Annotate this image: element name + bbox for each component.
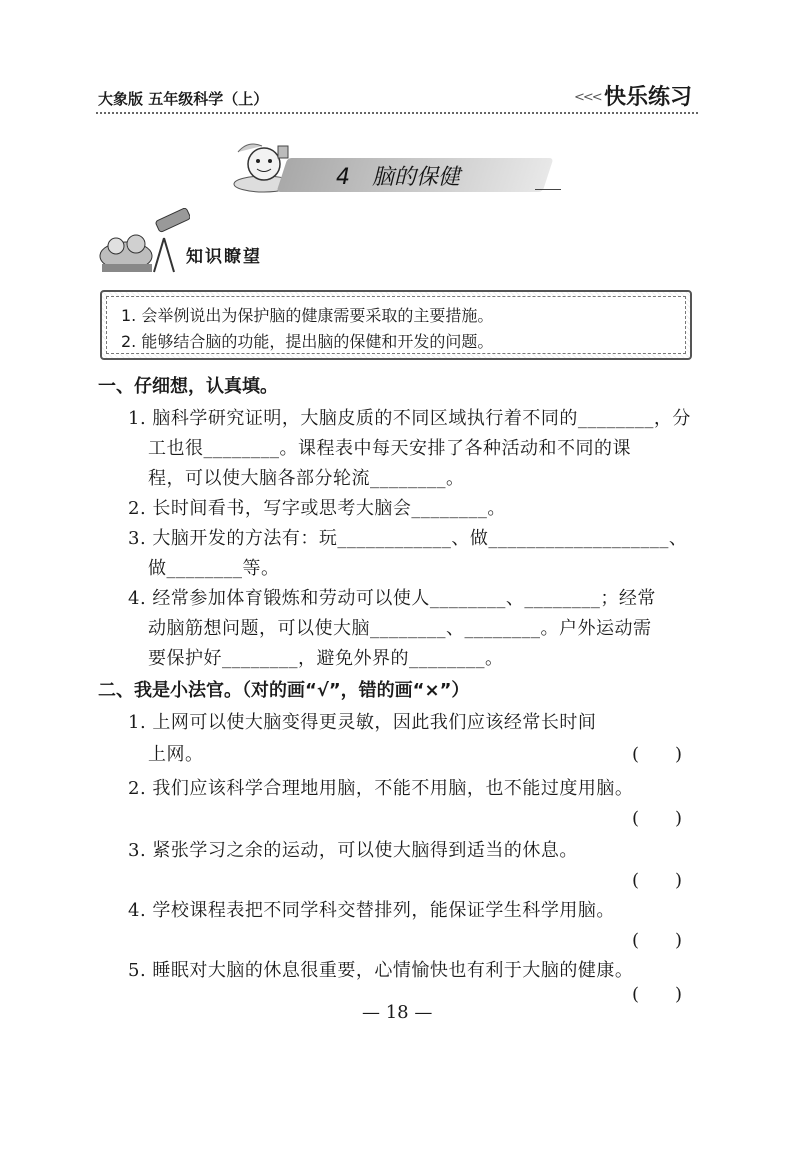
series-title: 快乐练习	[604, 85, 693, 110]
book-title: 大象版 五年级科学（上）	[98, 90, 269, 108]
chevron-icon: <<<	[574, 90, 601, 105]
judge-line: 1. 上网可以使大脑变得更灵敏，因此我们应该经常长时间	[128, 712, 597, 733]
fill-line: 做________等。	[148, 558, 280, 579]
fill-line: 1. 脑科学研究证明，大脑皮质的不同区域执行着不同的________，分	[128, 408, 691, 429]
judge-line: 5. 睡眠对大脑的休息很重要，心情愉快也有利于大脑的健康。	[128, 960, 634, 981]
fill-line: 3. 大脑开发的方法有：玩____________、做___________________、	[128, 528, 688, 549]
fill-line: 程，可以使大脑各部分轮流________。	[148, 468, 465, 489]
objectives-inner	[106, 296, 686, 354]
telescope-icon	[98, 208, 190, 276]
judge-line: 上网。	[148, 744, 204, 765]
lesson-title: 4 脑的保健	[336, 165, 460, 190]
title-underline	[535, 189, 561, 190]
objective-item: 2. 能够结合脑的功能，提出脑的保健和开发的问题。	[121, 332, 494, 351]
answer-box[interactable]: ( )	[632, 808, 683, 829]
fill-line: 要保护好________，避免外界的________。	[148, 648, 504, 669]
judge-line: 4. 学校课程表把不同学科交替排列，能保证学生科学用脑。	[128, 900, 615, 921]
knowledge-label: 知识瞭望	[186, 247, 262, 267]
fill-line: 4. 经常参加体育锻炼和劳动可以使人________、________；经常	[128, 588, 656, 609]
answer-box[interactable]: ( )	[632, 744, 683, 765]
answer-box[interactable]: ( )	[632, 984, 683, 1005]
objective-item: 1. 会举例说出为保护脑的健康需要采取的主要措施。	[121, 306, 494, 325]
objectives-box	[100, 290, 692, 360]
judge-line: 3. 紧张学习之余的运动，可以使大脑得到适当的休息。	[128, 840, 578, 861]
header-divider	[96, 112, 698, 114]
section1-heading: 一、仔细想，认真填。	[98, 376, 278, 397]
judge-line: 2. 我们应该科学合理地用脑，不能不用脑，也不能过度用脑。	[128, 778, 634, 799]
fill-line: 动脑筋想问题，可以使大脑________、________。户外运动需	[148, 618, 652, 639]
section2-heading: 二、我是小法官。（对的画“√”，错的画“×”）	[98, 680, 470, 701]
answer-box[interactable]: ( )	[632, 930, 683, 951]
page-number: — 18 —	[362, 1002, 433, 1023]
answer-box[interactable]: ( )	[632, 870, 683, 891]
fill-line: 2. 长时间看书，写字或思考大脑会________。	[128, 498, 506, 519]
fill-line: 工也很________。课程表中每天安排了各种活动和不同的课	[148, 438, 631, 459]
